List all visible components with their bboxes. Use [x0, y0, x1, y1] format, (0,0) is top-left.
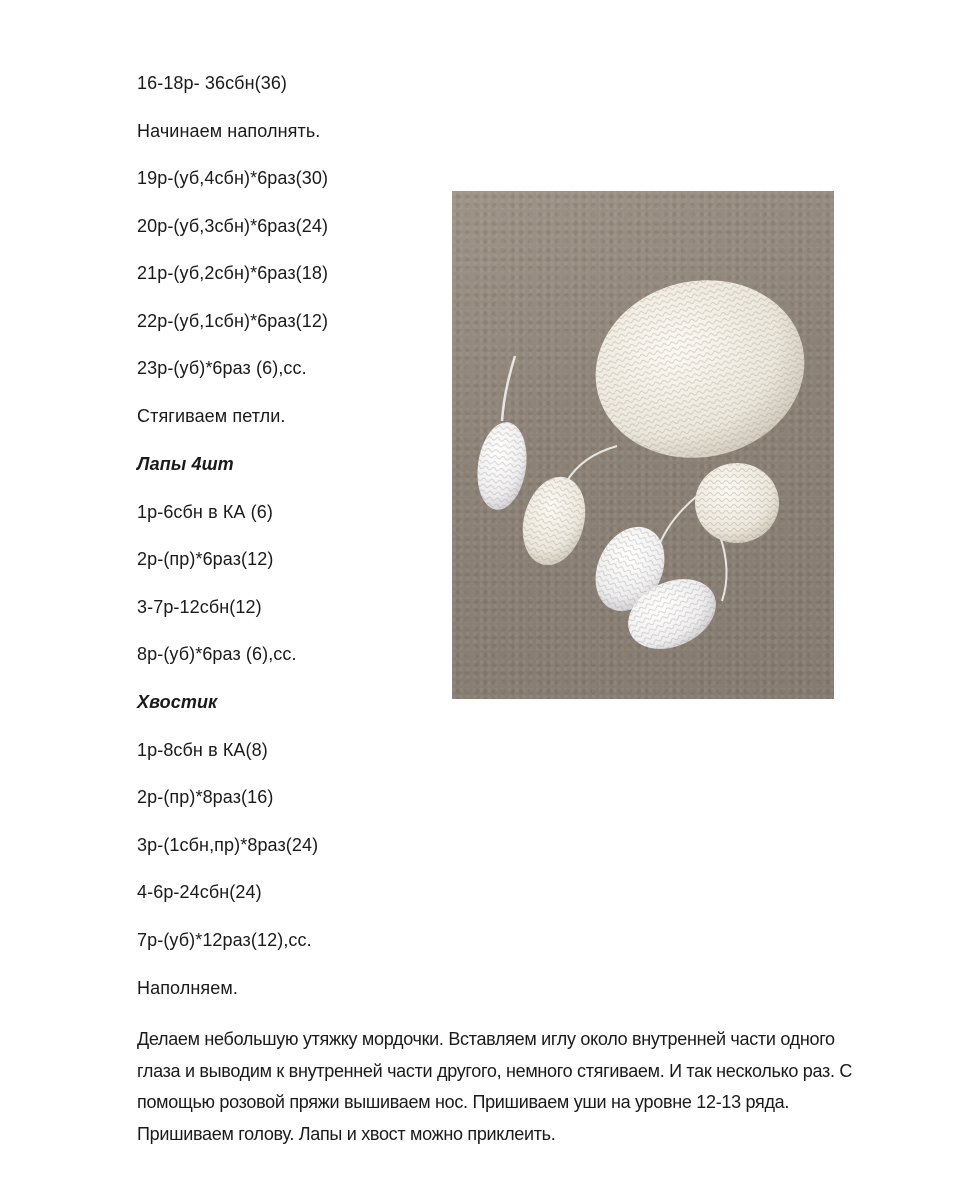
crochet-parts-illustration — [452, 191, 834, 699]
pattern-row: 2р-(пр)*6раз(12) — [137, 549, 274, 569]
pattern-row: 21р-(уб,2сбн)*6раз(18) — [137, 263, 329, 283]
assembly-instructions: Делаем небольшую утяжку мордочки. Вставляем иглу около внутренней части одного глаза и выводим к внутренней части другого, немного стягиваем. И так несколько раз. С помощью розовой пряжи вышиваем нос. Пришиваем уши на уровне 12-13 ряда. Пришиваем голову. Лапы и хвост можно приклеить. — [137, 1029, 853, 1144]
pattern-row: 8р-(уб)*6раз (6),сс. — [137, 644, 297, 664]
pattern-row: 19р-(уб,4сбн)*6раз(30) — [137, 168, 329, 188]
pattern-row: 7р-(уб)*12раз(12),сс. — [137, 930, 312, 950]
pattern-row: 2р-(пр)*8раз(16) — [137, 787, 274, 807]
section-heading-tail: Хвостик — [137, 692, 218, 712]
pattern-row: 22р-(уб,1сбн)*6раз(12) — [137, 311, 329, 331]
pattern-row: 23р-(уб)*6раз (6),сс. — [137, 358, 307, 378]
section-heading-paws: Лапы 4шт — [137, 454, 234, 474]
pattern-row: 20р-(уб,3сбн)*6раз(24) — [137, 216, 329, 236]
crochet-parts-photo — [452, 191, 834, 699]
pattern-row: 1р-6сбн в КА (6) — [137, 502, 273, 522]
pattern-row: 3-7р-12сбн(12) — [137, 597, 262, 617]
instruction-text: Стягиваем петли. — [137, 406, 286, 426]
pattern-row: 4-6р-24сбн(24) — [137, 882, 262, 902]
instruction-text: Наполняем. — [137, 978, 238, 998]
pattern-row: 3р-(1сбн,пр)*8раз(24) — [137, 835, 319, 855]
pattern-row: 16-18р- 36сбн(36) — [137, 73, 288, 93]
pattern-row: 1р-8сбн в КА(8) — [137, 740, 268, 760]
instruction-text: Начинаем наполнять. — [137, 121, 321, 141]
